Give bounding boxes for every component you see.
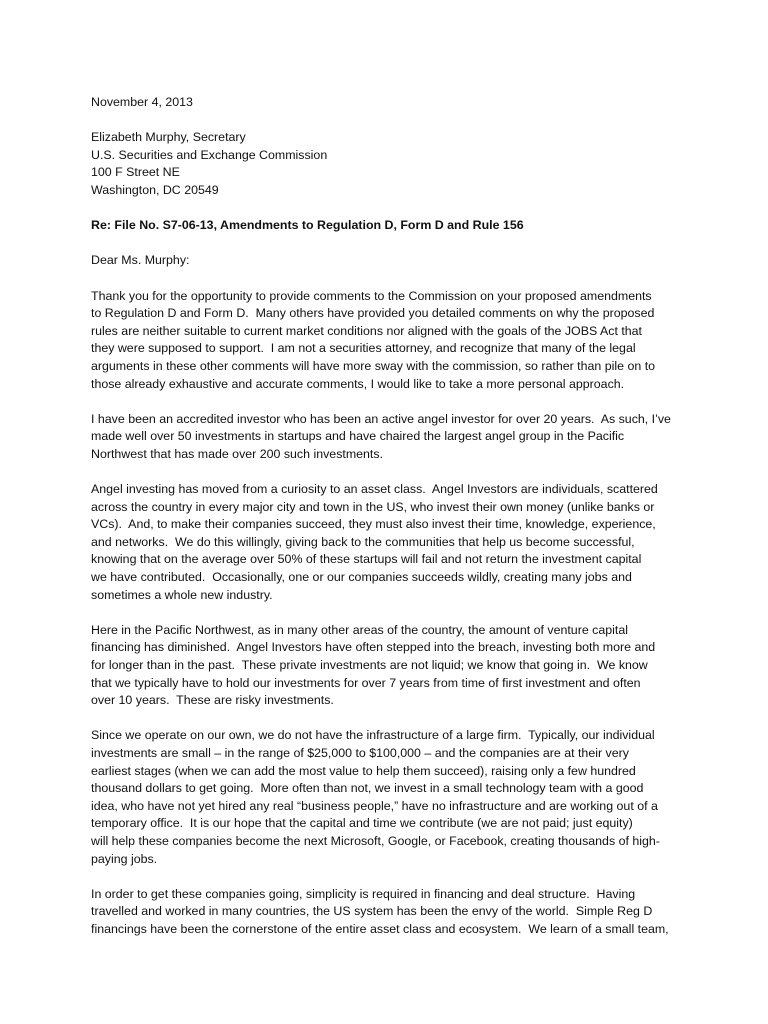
recipient-line: 100 F Street NE bbox=[91, 165, 180, 180]
paragraph-line: VCs). And, to make their companies succeed, they must also invest their time, knowledge, experience, bbox=[91, 517, 656, 532]
paragraph-line: knowing that on the average over 50% of these startups will fail and not return the investment capital bbox=[91, 552, 642, 567]
paragraph-line: arguments in these other comments will have more sway with the commission, so rather than pile on to bbox=[91, 358, 656, 373]
paragraph-line: and networks. We do this willingly, giving back to the communities that help us become successful, bbox=[91, 534, 635, 549]
paragraph-line: that we typically have to hold our investments for over 7 years from time of first investment and often bbox=[91, 675, 641, 690]
paragraph-line: financings have been the cornerstone of the entire asset class and ecosystem. We learn of a small team, bbox=[91, 921, 669, 936]
spacer bbox=[91, 868, 691, 886]
paragraph-line: those already exhaustive and accurate comments, I would like to take a more personal approach. bbox=[91, 376, 625, 391]
paragraph-line: across the country in every major city and town in the US, who invest their own money (unlike banks or bbox=[91, 499, 655, 514]
paragraph-line: temporary office. It is our hope that the capital and time we contribute (we are not paid; just equity) bbox=[91, 816, 633, 831]
spacer bbox=[91, 710, 691, 728]
paragraph-line: over 10 years. These are risky investments. bbox=[91, 693, 334, 708]
body-paragraph bbox=[91, 411, 691, 464]
paragraph-line: sometimes a whole new industry. bbox=[91, 587, 273, 602]
spacer bbox=[91, 463, 691, 481]
spacer bbox=[91, 270, 691, 288]
spacer bbox=[91, 112, 691, 130]
subject-line: Re: File No. S7-06-13, Amendments to Regulation D, Form D and Rule 156 bbox=[91, 218, 524, 233]
paragraph-line: rules are neither suitable to current market conditions nor aligned with the goals of the JOBS Act that bbox=[91, 323, 642, 338]
paragraph-line: financing has diminished. Angel Investors have often stepped into the breach, investing both more and bbox=[91, 640, 656, 655]
paragraph-line: travelled and worked in many countries, the US system has been the envy of the world. Simple Reg D bbox=[91, 904, 653, 919]
paragraph-line: investments are small – in the range of $25,000 to $100,000 – and the companies are at their very bbox=[91, 745, 629, 760]
spacer bbox=[91, 200, 691, 218]
paragraph-line: to Regulation D and Form D. Many others have provided you detailed comments on why the proposed bbox=[91, 306, 655, 321]
recipient-address bbox=[91, 129, 691, 199]
paragraph-line: we have contributed. Occasionally, one or our companies succeeds wildly, creating many jobs and bbox=[91, 570, 632, 585]
salutation: Dear Ms. Murphy: bbox=[91, 253, 190, 268]
spacer bbox=[91, 393, 691, 411]
body-paragraph bbox=[91, 288, 691, 394]
body-paragraph bbox=[91, 886, 691, 939]
paragraph-line: Angel investing has moved from a curiosity to an asset class. Angel Investors are individuals, scattered bbox=[91, 482, 658, 497]
paragraph-line: they were supposed to support. I am not a securities attorney, and recognize that many of the legal bbox=[91, 341, 636, 356]
body-paragraph bbox=[91, 622, 691, 710]
paragraph-line: thousand dollars to get going. More often than not, we invest in a small technology team with a good bbox=[91, 781, 644, 796]
recipient-line: Elizabeth Murphy, Secretary bbox=[91, 130, 246, 145]
letter-date: November 4, 2013 bbox=[91, 95, 193, 109]
paragraph-line: I have been an accredited investor who has been an active angel investor for over 20 years. As such, I’ve bbox=[91, 411, 671, 426]
paragraph-line: In order to get these companies going, simplicity is required in financing and deal structure. Having bbox=[91, 886, 636, 901]
recipient-line: Washington, DC 20549 bbox=[91, 182, 219, 197]
body-paragraph bbox=[91, 481, 691, 604]
letter-page bbox=[91, 94, 691, 939]
paragraph-line: Northwest that has made over 200 such investments. bbox=[91, 446, 384, 461]
body-paragraph bbox=[91, 727, 691, 868]
paragraph-line: earliest stages (when we can add the most value to help them succeed), raising only a few hundred bbox=[91, 763, 636, 778]
paragraph-line: paying jobs. bbox=[91, 851, 158, 866]
paragraph-line: made well over 50 investments in startups and have chaired the largest angel group in the Pacific bbox=[91, 429, 625, 444]
paragraph-line: Since we operate on our own, we do not have the infrastructure of a large firm. Typically, our individual bbox=[91, 728, 655, 743]
spacer bbox=[91, 235, 691, 253]
paragraph-line: Thank you for the opportunity to provide comments to the Commission on your proposed amendments bbox=[91, 288, 652, 303]
paragraph-line: idea, who have not yet hired any real “business people,” have no infrastructure and are working out of a bbox=[91, 798, 658, 813]
spacer bbox=[91, 604, 691, 622]
paragraph-line: will help these companies become the next Microsoft, Google, or Facebook, creating thousands of high- bbox=[91, 833, 660, 848]
recipient-line: U.S. Securities and Exchange Commission bbox=[91, 147, 328, 162]
paragraph-line: Here in the Pacific Northwest, as in many other areas of the country, the amount of venture capital bbox=[91, 622, 628, 637]
paragraph-line: for longer than in the past. These private investments are not liquid; we know that going in. We know bbox=[91, 658, 648, 672]
